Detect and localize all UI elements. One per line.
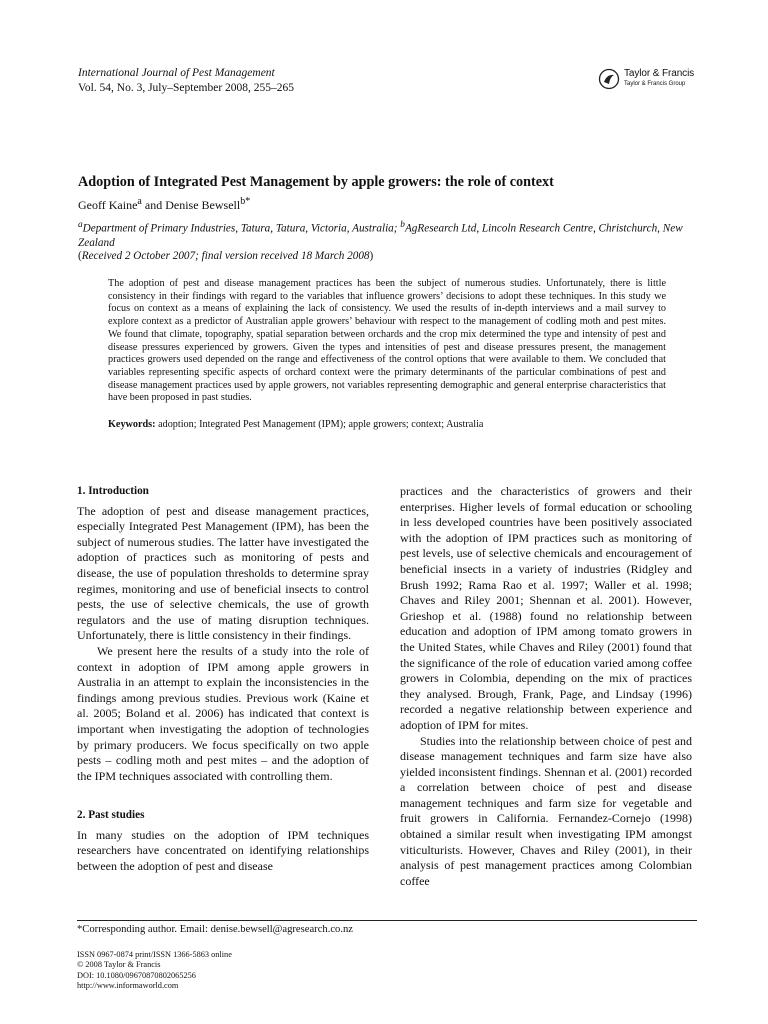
received-dates: (Received 2 October 2007; final version received 18 March 2008): [78, 250, 374, 262]
section-heading-past-studies: 2. Past studies: [77, 809, 145, 822]
paragraph: We present here the results of a study into the role of context in adoption of IPM among apple growers in Australia in an attempt to explain the inconsistencies in the findings among previous studies. Previous work (Kaine et al. 2005; Boland et al. 2006) has indicated that context is important when investigating the adoption of technologies by primary producers. We focus specifically on two apple pests – codling moth and pest mites – and the adoption of the IPM techniques associated with controlling them.: [77, 643, 369, 783]
keywords: [108, 419, 666, 430]
right-column: [400, 484, 692, 889]
author-name: and Denise Bewsell: [141, 198, 241, 212]
journal-header: [78, 66, 294, 96]
article-title: Adoption of Integrated Pest Management by apple growers: the role of context: [78, 174, 554, 190]
paragraph: In many studies on the adoption of IPM techniques researchers have concentrated on identifying relationships between the adoption of pest and disease: [77, 827, 369, 874]
corresponding-mark: *: [245, 196, 251, 207]
journal-name: International Journal of Pest Management: [78, 67, 275, 79]
affiliation-b: AgResearch Ltd, Lincoln Research Centre, Christchurch, New Zealand: [78, 222, 683, 249]
copyright: © 2008 Taylor & Francis: [77, 960, 161, 970]
affiliation-mark: b: [240, 196, 246, 207]
section-heading-introduction: 1. Introduction: [77, 485, 149, 497]
affiliation-mark: b: [400, 220, 405, 230]
publisher-group: Taylor & Francis Group: [624, 81, 686, 87]
publisher-brand: [598, 66, 708, 92]
received-text: Received 2 October 2007; final version received 18 March 2008: [81, 250, 370, 262]
journal-issue: Vol. 54, No. 3, July–September 2008, 255–265: [78, 82, 295, 94]
affiliation-mark: a: [78, 220, 83, 230]
publisher-url[interactable]: http://www.informaworld.com: [77, 980, 179, 990]
paragraph: The adoption of pest and disease management practices, especially Integrated Pest Management (IPM), has been the subject of numerous studies. The latter have investigated the adoption of practices such as monitoring of pests and disease, the use of population thresholds to determine spray regimes, monitoring and use of beneficial insects to control pests, the use of selective chemicals, the use of growth regulators and the use of mating disruption techniques. Unfortunately, there is little consistency in their findings.: [77, 503, 369, 643]
left-column: [77, 484, 369, 875]
publisher-name: Taylor & Francis: [624, 68, 695, 79]
abstract: The adoption of pest and disease management practices has been the subject of numerous studies. Unfortunately, there is little consistency in their findings with regard to the variables that influence growers’ decisions to adopt these techniques. In this study we focus on context as a means of explaining the lack of consistency. We used the results of in-depth interviews and a mail survey to explore context as a predictor of Australian apple growers’ behaviour with respect to the management of codling moth and pest mites. We found that climate, topography, spatial separation between orchards and the crop mix determined the type and intensity of pest and disease pressures experienced by growers. Given the types and intensities of pest and disease pressures present, the management practices growers used depended on the range and effectiveness of the control options that were available to them. We concluded that variables representing specific aspects of orchard context were the primary determinants of the particular combinations of pest and disease management practices used by apple growers, not variables representing demographic and general enterprise characteristics that have been proposed in past studies.: [108, 278, 666, 404]
author-name: Geoff Kaine: [78, 198, 138, 212]
keywords-label: Keywords:: [108, 419, 156, 430]
corresponding-author-note: *Corresponding author. Email: denise.bewsell@agresearch.co.nz: [77, 924, 353, 935]
author-line: [78, 196, 250, 213]
issn: ISSN 0967-0874 print/ISSN 1366-5863 online: [77, 950, 232, 959]
keywords-list: adoption; Integrated Pest Management (IPM); apple growers; context; Australia: [155, 419, 484, 430]
affiliations: [78, 218, 698, 250]
affiliation-a: Department of Primary Industries, Tatura, Tatura, Victoria, Australia;: [82, 222, 401, 235]
taylor-francis-logo-icon: [598, 68, 620, 90]
affiliation-mark: a: [137, 196, 142, 207]
doi: DOI: 10.1080/09670870802065256: [77, 970, 196, 980]
paragraph: practices and the characteristics of growers and their enterprises. Higher levels of formal education or schooling in less developed countries have been positively associated with the adoption of IPM practices such as monitoring of pest levels, use of selective chemicals and encouragement of beneficial insects in a variety of industries (Ridgley and Brush 1992; Rama Rao et al. 1997; Waller et al. 1998; Chaves and Riley 2001; Shennan et al. 2001). However, Grieshop et al. (1988) found no relationship between education and adoption of IPM among tomato growers in the United States, while Chaves and Riley (2001) found that the significance of the role of education varied among coffee growers in Colombia, depending on the mix of practices they analysed. Brough, Frank, Page, and Lindsay (1996) recorded a negative relationship between experience and adoption of IPM for mites.: [400, 484, 692, 732]
footnote-divider: [77, 920, 697, 921]
paragraph: Studies into the relationship between choice of pest and disease management techniques and farm size have also yielded inconsistent findings. Shennan et al. (2001) recorded a correlation between choice of pest and disease management techniques and farm size for vegetable and fruit growers in California. Fernandez-Cornejo (1998) obtained a similar result when investigating IPM amongst viticulturists. However, Chaves and Riley (2001), in their analysis of pest management practices among Colombian coffee: [400, 733, 692, 888]
publication-info: [77, 950, 232, 991]
